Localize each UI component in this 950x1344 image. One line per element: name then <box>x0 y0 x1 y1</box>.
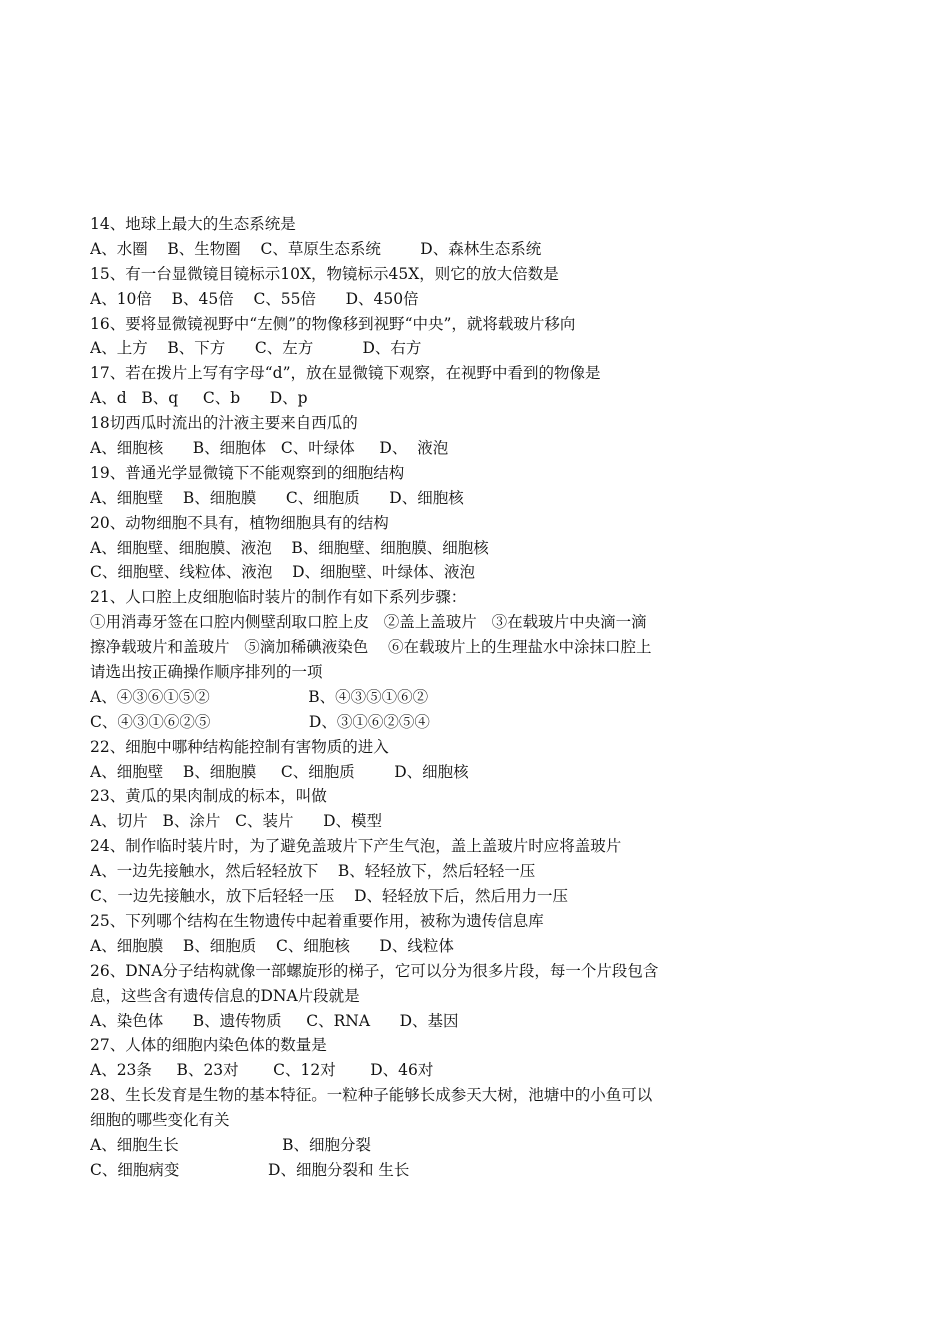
text-line: A、染色体 B、遗传物质 C、RNA D、基因 <box>90 1011 459 1030</box>
text-line: 25、下列哪个结构在生物遗传中起着重要作用，被称为遗传信息库 <box>90 911 544 930</box>
text-line: 19、普通光学显微镜下不能观察到的细胞结构 <box>90 463 405 482</box>
text-line: 息，这些含有遗传信息的DNA片段就是 <box>90 986 360 1005</box>
text-line: 28、生长发育是生物的基本特征。一粒种子能够长成参天大树，池塘中的小鱼可以 <box>90 1086 653 1105</box>
text-line: 请选出按正确操作顺序排列的一项 <box>90 663 323 682</box>
text-line: 27、人体的细胞内染色体的数量是 <box>90 1036 327 1055</box>
text-line: 16、要将显微镜视野中“左侧”的物像移到视野“中央”，就将载玻片移向 <box>90 314 576 333</box>
text-line: A、d B、q C、b D、p <box>90 389 308 408</box>
text-line: A、细胞生长 B、细胞分裂 <box>90 1135 372 1154</box>
text-line: C、细胞病变 D、细胞分裂和 生长 <box>90 1160 410 1179</box>
text-line: C、一边先接触水，放下后轻轻一压 D、轻轻放下后，然后用力一压 <box>90 887 568 906</box>
question-text-block <box>90 212 698 1183</box>
text-line: 22、细胞中哪种结构能控制有害物质的进入 <box>90 737 389 756</box>
text-line: C、④③①⑥②⑤ D、③①⑥②⑤④ <box>90 712 430 731</box>
text-line: 17、若在拨片上写有字母“d”，放在显微镜下观察，在视野中看到的物像是 <box>90 364 601 383</box>
text-line: A、细胞壁 B、细胞膜 C、细胞质 D、细胞核 <box>90 488 464 507</box>
text-line: A、细胞壁、细胞膜、液泡 B、细胞壁、细胞膜、细胞核 <box>90 538 489 557</box>
text-line: C、细胞壁、线粒体、液泡 D、细胞壁、叶绿体、液泡 <box>90 563 475 582</box>
text-line: A、细胞核 B、细胞体 C、叶绿体 D、 液泡 <box>90 439 449 458</box>
text-line: A、一边先接触水，然后轻轻放下 B、轻轻放下，然后轻轻一压 <box>90 862 536 881</box>
text-line: 20、动物细胞不具有，植物细胞具有的结构 <box>90 513 389 532</box>
text-line: A、细胞膜 B、细胞质 C、细胞核 D、线粒体 <box>90 936 454 955</box>
text-line: 23、黄瓜的果肉制成的标本，叫做 <box>90 787 327 806</box>
text-line: A、10倍 B、45倍 C、55倍 D、450倍 <box>90 289 419 308</box>
text-line: ①用消毒牙签在口腔内侧壁刮取口腔上皮 ②盖上盖玻片 ③在载玻片中央滴一滴 <box>90 613 647 632</box>
text-line: A、水圈 B、生物圈 C、草原生态系统 D、森林生态系统 <box>90 239 542 258</box>
text-line: A、切片 B、涂片 C、装片 D、模型 <box>90 812 382 831</box>
text-line: 24、制作临时装片时，为了避免盖玻片下产生气泡，盖上盖玻片时应将盖玻片 <box>90 837 622 856</box>
text-line: 26、DNA分子结构就像一部螺旋形的梯子，它可以分为很多片段，每一个片段包含 <box>90 961 659 980</box>
text-line: 18切西瓜时流出的汁液主要来自西瓜的 <box>90 414 358 433</box>
text-line: 细胞的哪些变化有关 <box>90 1111 230 1130</box>
text-line: A、细胞壁 B、细胞膜 C、细胞质 D、细胞核 <box>90 762 469 781</box>
text-line: 21、人口腔上皮细胞临时装片的制作有如下系列步骤： <box>90 588 467 607</box>
text-line: A、④③⑥①⑤② B、④③⑤①⑥② <box>90 687 429 706</box>
text-line: 14、地球上最大的生态系统是 <box>90 215 296 233</box>
text-line: 15、有一台显微镜目镜标示10X，物镜标示45X，则它的放大倍数是 <box>90 264 559 283</box>
text-line: 擦净载玻片和盖玻片 ⑤滴加稀碘液染色 ⑥在载玻片上的生理盐水中涂抹口腔上 <box>90 638 652 657</box>
text-line: A、23条 B、23对 C、12对 D、46对 <box>90 1061 434 1080</box>
text-line: A、上方 B、下方 C、左方 D、右方 <box>90 339 422 358</box>
